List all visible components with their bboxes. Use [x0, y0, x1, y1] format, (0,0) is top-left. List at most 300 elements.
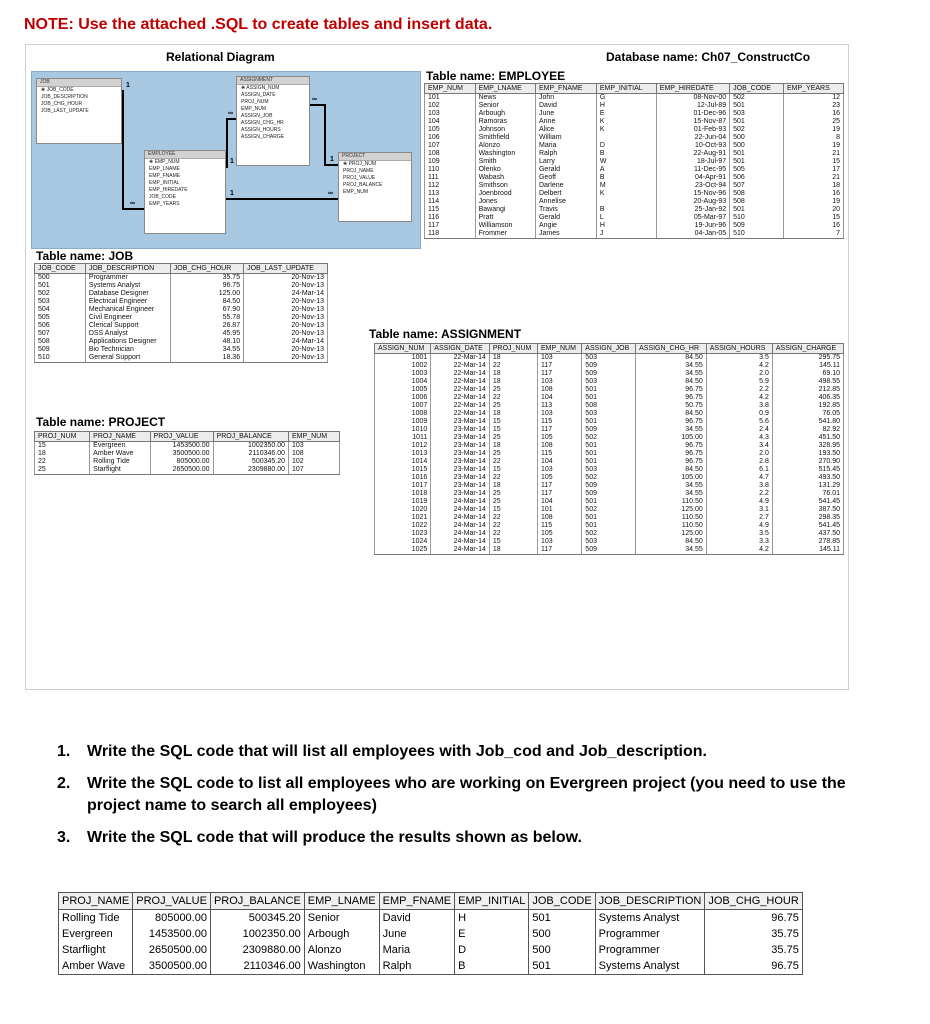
- table-cell: 1024: [375, 538, 431, 546]
- table-cell: 16: [783, 222, 843, 230]
- table-cell: 1002: [375, 362, 431, 370]
- table-header-row: [35, 264, 328, 274]
- table-cell: 22: [489, 362, 537, 370]
- table-cell: 500: [529, 926, 595, 942]
- cardinality-many-assignment-right: ∞: [312, 96, 317, 103]
- table-cell: 84.50: [636, 378, 707, 386]
- table-cell: 510: [35, 354, 86, 363]
- table-cell: 2110346.00: [213, 450, 288, 458]
- table-row: [59, 942, 803, 958]
- table-cell: Starflight: [59, 942, 133, 958]
- table-cell: 101: [425, 94, 476, 103]
- table-cell: Maria: [379, 942, 454, 958]
- table-cell: 541.80: [772, 418, 843, 426]
- table-cell: 2.0: [706, 450, 772, 458]
- cardinality-one-employee: 1: [230, 158, 234, 165]
- table-row: [35, 322, 328, 330]
- table-cell: Systems Analyst: [85, 282, 170, 290]
- table-cell: Arbough: [475, 110, 535, 118]
- table-header-row: [35, 432, 340, 442]
- table-cell: 96.75: [636, 450, 707, 458]
- table-cell: 500345.20: [210, 910, 304, 927]
- table-cell: 11-Dec-95: [656, 166, 729, 174]
- table-cell: 20: [783, 206, 843, 214]
- entity-field: ASSIGN_JOB: [241, 113, 273, 119]
- table-cell: 2309880.00: [210, 942, 304, 958]
- table-row: [425, 102, 844, 110]
- table-row: [425, 206, 844, 214]
- table-cell: 110.50: [636, 522, 707, 530]
- table-row: [425, 94, 844, 103]
- table-cell: Angie: [535, 222, 596, 230]
- table-cell: 08-Nov-00: [656, 94, 729, 103]
- table-cell: 12: [783, 94, 843, 103]
- table-row: [35, 290, 328, 298]
- column-header: EMP_NUM: [425, 84, 476, 94]
- table-cell: D: [455, 942, 529, 958]
- table-cell: 1002350.00: [213, 442, 288, 451]
- table-cell: 22-Mar-14: [431, 410, 490, 418]
- entity-field: JOB_CODE: [149, 194, 176, 200]
- rel-line-job-employee: [122, 90, 124, 208]
- table-row: [425, 182, 844, 190]
- column-header: ASSIGN_NUM: [375, 344, 431, 354]
- table-cell: 23-Mar-14: [431, 458, 490, 466]
- table-cell: 1010: [375, 426, 431, 434]
- project-table-title: Table name: PROJECT: [36, 415, 166, 429]
- table-row: [375, 370, 844, 378]
- table-row: [35, 330, 328, 338]
- table-cell: 23-Mar-14: [431, 426, 490, 434]
- table-row: [425, 214, 844, 222]
- table-cell: Amber Wave: [90, 450, 150, 458]
- table-cell: Alonzo: [475, 142, 535, 150]
- table-cell: 25: [35, 466, 90, 475]
- table-cell: 34.55: [636, 362, 707, 370]
- table-cell: 501: [730, 206, 784, 214]
- table-cell: 1015: [375, 466, 431, 474]
- table-cell: 1018: [375, 490, 431, 498]
- table-cell: 101: [537, 506, 581, 514]
- table-cell: 15: [489, 506, 537, 514]
- table-cell: 22: [35, 458, 90, 466]
- table-cell: 501: [582, 522, 636, 530]
- table-cell: 22: [489, 514, 537, 522]
- table-cell: 502: [35, 290, 86, 298]
- rel-line-assign-proj-b: [324, 104, 326, 164]
- table-cell: 192.85: [772, 402, 843, 410]
- table-cell: 500: [730, 142, 784, 150]
- table-cell: 35.75: [705, 942, 802, 958]
- rel-line-job-employee-h: [122, 208, 144, 210]
- table-cell: June: [535, 110, 596, 118]
- table-cell: Ramoras: [475, 118, 535, 126]
- table-cell: 501: [582, 498, 636, 506]
- table-cell: Starflight: [90, 466, 150, 475]
- column-header: ASSIGN_DATE: [431, 344, 490, 354]
- table-cell: 67.90: [170, 306, 243, 314]
- table-cell: 108: [537, 514, 581, 522]
- entity-field: PROJ_VALUE: [343, 175, 376, 181]
- table-cell: Smithfield: [475, 134, 535, 142]
- table-cell: 3.8: [706, 402, 772, 410]
- table-cell: 501: [529, 910, 595, 927]
- table-cell: 1014: [375, 458, 431, 466]
- column-header: ASSIGN_CHG_HR: [636, 344, 707, 354]
- column-header: JOB_DESCRIPTION: [595, 893, 705, 910]
- table-cell: 25: [489, 490, 537, 498]
- question-text: Write the SQL code that will list all employees with Job_cod and Job_description.: [87, 743, 707, 760]
- table-cell: 502: [582, 506, 636, 514]
- table-row: [35, 306, 328, 314]
- table-cell: 509: [35, 346, 86, 354]
- table-cell: 23-Mar-14: [431, 418, 490, 426]
- table-cell: 387.50: [772, 506, 843, 514]
- table-cell: 05-Mar-97: [656, 214, 729, 222]
- table-cell: 96.75: [636, 386, 707, 394]
- table-cell: 23-Mar-14: [431, 442, 490, 450]
- table-row: [35, 274, 328, 283]
- table-cell: Civil Engineer: [85, 314, 170, 322]
- column-header: PROJ_VALUE: [133, 893, 211, 910]
- table-cell: Williamson: [475, 222, 535, 230]
- table-cell: 15: [489, 538, 537, 546]
- table-cell: 4.2: [706, 546, 772, 555]
- table-cell: 19-Jun-96: [656, 222, 729, 230]
- table-cell: 501: [529, 958, 595, 975]
- table-cell: Systems Analyst: [595, 958, 705, 975]
- entity-field: PROJ_NUM: [241, 99, 269, 105]
- rel-line-emp-project: [226, 198, 338, 200]
- table-cell: 3.1: [706, 506, 772, 514]
- table-cell: 96.75: [705, 958, 802, 975]
- table-cell: Programmer: [85, 274, 170, 283]
- table-cell: Gerald: [535, 166, 596, 174]
- table-cell: 2.7: [706, 514, 772, 522]
- table-cell: 501: [730, 102, 784, 110]
- table-cell: 19: [783, 142, 843, 150]
- entity-field: EMP_FNAME: [149, 173, 181, 179]
- entity-field: EMP_YEARS: [149, 201, 180, 207]
- table-cell: 1012: [375, 442, 431, 450]
- table-cell: 112: [425, 182, 476, 190]
- entity-assignment: [236, 76, 310, 166]
- table-cell: 4.9: [706, 498, 772, 506]
- table-cell: 114: [425, 198, 476, 206]
- cardinality-many-employee: ∞: [130, 200, 135, 207]
- table-cell: H: [596, 102, 656, 110]
- table-cell: 501: [730, 118, 784, 126]
- entity-field: ❀ PROJ_NUM: [343, 161, 377, 167]
- table-cell: Pratt: [475, 214, 535, 222]
- entity-field: JOB_DESCRIPTION: [41, 94, 88, 100]
- table-cell: Johnson: [475, 126, 535, 134]
- table-cell: 20-Nov-13: [244, 322, 328, 330]
- table-cell: 20-Nov-13: [244, 330, 328, 338]
- table-cell: Joenbrood: [475, 190, 535, 198]
- table-cell: 105: [537, 530, 581, 538]
- table-row: [375, 450, 844, 458]
- entity-employee: [144, 150, 226, 234]
- table-cell: 103: [537, 466, 581, 474]
- table-cell: 502: [730, 94, 784, 103]
- column-header: EMP_INITIAL: [455, 893, 529, 910]
- table-cell: 10-Oct-93: [656, 142, 729, 150]
- job-table: [34, 263, 328, 363]
- table-row: [375, 482, 844, 490]
- table-cell: A: [596, 166, 656, 174]
- table-cell: 515.45: [772, 466, 843, 474]
- table-cell: H: [455, 910, 529, 927]
- table-cell: Bawangi: [475, 206, 535, 214]
- table-cell: 34.55: [636, 370, 707, 378]
- table-cell: 23: [783, 102, 843, 110]
- table-cell: 115: [537, 418, 581, 426]
- table-cell: 20-Aug-93: [656, 198, 729, 206]
- column-header: PROJ_BALANCE: [210, 893, 304, 910]
- column-header: JOB_CODE: [529, 893, 595, 910]
- table-cell: 8: [783, 134, 843, 142]
- table-cell: 510: [730, 230, 784, 239]
- table-cell: 0.9: [706, 410, 772, 418]
- table-cell: 17: [783, 166, 843, 174]
- table-cell: 3500500.00: [150, 450, 213, 458]
- question-number: 2.: [57, 775, 71, 792]
- table-cell: Maria: [535, 142, 596, 150]
- table-row: [375, 418, 844, 426]
- table-cell: Programmer: [595, 926, 705, 942]
- table-cell: 76.01: [772, 490, 843, 498]
- table-cell: 23-Mar-14: [431, 474, 490, 482]
- column-header: EMP_NUM: [289, 432, 340, 442]
- table-cell: 2.2: [706, 386, 772, 394]
- table-cell: 24-Mar-14: [431, 530, 490, 538]
- table-cell: 105.00: [636, 474, 707, 482]
- column-header: PROJ_NAME: [90, 432, 150, 442]
- table-cell: 503: [730, 110, 784, 118]
- table-row: [425, 118, 844, 126]
- table-cell: Evergreen: [90, 442, 150, 451]
- table-cell: 508: [582, 402, 636, 410]
- question-text: Write the SQL code to list all employees who are working on Evergreen project (you need to use the project name to search all employees): [87, 775, 846, 814]
- table-cell: W: [596, 158, 656, 166]
- table-cell: 108: [289, 450, 340, 458]
- table-cell: 2650500.00: [133, 942, 211, 958]
- table-cell: 2.4: [706, 426, 772, 434]
- table-cell: 22-Jun-04: [656, 134, 729, 142]
- table-cell: Travis: [535, 206, 596, 214]
- table-cell: 55.78: [170, 314, 243, 322]
- table-cell: Rolling Tide: [90, 458, 150, 466]
- rel-line-assign-emp-b: [226, 118, 228, 168]
- table-cell: 501: [582, 514, 636, 522]
- table-cell: 108: [425, 150, 476, 158]
- table-header-row: [425, 84, 844, 94]
- table-cell: 193.50: [772, 450, 843, 458]
- table-row: [375, 378, 844, 386]
- table-row: [35, 314, 328, 322]
- table-row: [425, 142, 844, 150]
- table-cell: 18: [489, 370, 537, 378]
- entity-name: JOB: [37, 79, 121, 87]
- table-cell: 103: [537, 354, 581, 363]
- table-row: [375, 426, 844, 434]
- table-cell: 117: [425, 222, 476, 230]
- table-row: [59, 958, 803, 975]
- table-cell: 25: [489, 450, 537, 458]
- table-cell: 103: [537, 410, 581, 418]
- table-cell: 15-Nov-96: [656, 190, 729, 198]
- table-cell: Rolling Tide: [59, 910, 133, 927]
- table-row: [59, 926, 803, 942]
- table-cell: 24-Mar-14: [431, 506, 490, 514]
- table-cell: 7: [783, 230, 843, 239]
- table-cell: 45.95: [170, 330, 243, 338]
- table-cell: 113: [425, 190, 476, 198]
- entity-project: [338, 152, 412, 222]
- table-cell: 20-Nov-13: [244, 298, 328, 306]
- table-cell: 509: [730, 222, 784, 230]
- table-cell: Database Designer: [85, 290, 170, 298]
- table-cell: 22: [489, 474, 537, 482]
- table-cell: 541.45: [772, 498, 843, 506]
- table-cell: 501: [582, 450, 636, 458]
- table-cell: 107: [425, 142, 476, 150]
- table-cell: 105: [537, 434, 581, 442]
- table-cell: 34.55: [170, 346, 243, 354]
- table-cell: 113: [537, 402, 581, 410]
- table-cell: Washington: [475, 150, 535, 158]
- table-cell: 2.2: [706, 490, 772, 498]
- table-cell: 106: [425, 134, 476, 142]
- cardinality-many-assignment-left: ∞: [228, 110, 233, 117]
- table-cell: 12-Jul-89: [656, 102, 729, 110]
- table-cell: 805000.00: [133, 910, 211, 927]
- table-cell: Mechanical Engineer: [85, 306, 170, 314]
- table-row: [35, 354, 328, 363]
- table-cell: 04-Jan-05: [656, 230, 729, 239]
- table-cell: 501: [582, 394, 636, 402]
- table-cell: 509: [582, 362, 636, 370]
- table-cell: 501: [582, 442, 636, 450]
- rel-line-assign-proj-c: [324, 164, 338, 166]
- table-cell: 501: [35, 282, 86, 290]
- column-header: PROJ_VALUE: [150, 432, 213, 442]
- entity-field: JOB_LAST_UPDATE: [41, 108, 89, 114]
- table-cell: James: [535, 230, 596, 239]
- entity-field: EMP_NUM: [241, 106, 267, 112]
- table-cell: [596, 134, 656, 142]
- table-cell: 22-Mar-14: [431, 402, 490, 410]
- table-cell: 1004: [375, 378, 431, 386]
- table-cell: 3.3: [706, 538, 772, 546]
- table-cell: 24-Mar-14: [431, 546, 490, 555]
- expected-result-table: [58, 892, 803, 975]
- table-cell: 22: [489, 394, 537, 402]
- table-cell: 24-Mar-14: [244, 338, 328, 346]
- table-cell: 117: [537, 362, 581, 370]
- table-cell: 507: [35, 330, 86, 338]
- table-row: [425, 166, 844, 174]
- table-header-row: [375, 344, 844, 354]
- column-header: PROJ_NUM: [35, 432, 90, 442]
- table-cell: 117: [537, 490, 581, 498]
- table-cell: 1011: [375, 434, 431, 442]
- table-cell: 501: [582, 386, 636, 394]
- table-cell: 508: [730, 190, 784, 198]
- table-row: [425, 230, 844, 239]
- table-cell: 509: [582, 426, 636, 434]
- table-cell: 96.75: [636, 418, 707, 426]
- table-cell: 84.50: [636, 538, 707, 546]
- schema-figure: [25, 44, 849, 690]
- table-cell: 22-Mar-14: [431, 386, 490, 394]
- question-item: [57, 827, 877, 849]
- table-cell: Annelise: [535, 198, 596, 206]
- database-name: Database name: Ch07_ConstructCo: [606, 50, 811, 64]
- table-cell: 1006: [375, 394, 431, 402]
- table-cell: 26.87: [170, 322, 243, 330]
- table-cell: 20-Nov-13: [244, 282, 328, 290]
- table-row: [375, 522, 844, 530]
- table-cell: 501: [582, 458, 636, 466]
- column-header: EMP_HIREDATE: [656, 84, 729, 94]
- table-cell: 103: [425, 110, 476, 118]
- table-cell: 1453500.00: [133, 926, 211, 942]
- table-cell: 1001: [375, 354, 431, 363]
- table-row: [35, 466, 340, 475]
- table-cell: Olenko: [475, 166, 535, 174]
- table-cell: 125.00: [636, 530, 707, 538]
- table-cell: 96.75: [705, 910, 802, 927]
- entity-field: ASSIGN_HOURS: [241, 127, 281, 133]
- table-cell: 3.5: [706, 530, 772, 538]
- table-cell: 84.50: [636, 354, 707, 363]
- table-cell: 34.55: [636, 546, 707, 555]
- rel-line-assign-proj-a: [310, 104, 324, 106]
- entity-field: PROJ_NAME: [343, 168, 374, 174]
- table-cell: 105: [537, 474, 581, 482]
- entity-job: [36, 78, 122, 144]
- table-cell: 23-Mar-14: [431, 482, 490, 490]
- table-cell: 1021: [375, 514, 431, 522]
- entity-field: EMP_INITIAL: [149, 180, 180, 186]
- table-cell: Electrical Engineer: [85, 298, 170, 306]
- table-cell: 501: [582, 418, 636, 426]
- table-cell: 15: [35, 442, 90, 451]
- table-cell: 84.50: [636, 410, 707, 418]
- table-cell: 2.8: [706, 458, 772, 466]
- table-cell: 15: [489, 418, 537, 426]
- table-cell: 117: [537, 482, 581, 490]
- table-row: [375, 466, 844, 474]
- table-cell: 108: [537, 442, 581, 450]
- column-header: PROJ_NAME: [59, 893, 133, 910]
- table-cell: K: [596, 190, 656, 198]
- table-cell: 1023: [375, 530, 431, 538]
- table-cell: 125.00: [170, 290, 243, 298]
- table-cell: 328.95: [772, 442, 843, 450]
- table-cell: 508: [35, 338, 86, 346]
- table-cell: Alonzo: [304, 942, 379, 958]
- entity-field: JOB_CHG_HOUR: [41, 101, 83, 107]
- table-cell: Larry: [535, 158, 596, 166]
- table-cell: 04-Apr-91: [656, 174, 729, 182]
- table-cell: 21: [783, 150, 843, 158]
- table-cell: 22: [489, 458, 537, 466]
- table-cell: 23-Oct-94: [656, 182, 729, 190]
- table-cell: 503: [582, 466, 636, 474]
